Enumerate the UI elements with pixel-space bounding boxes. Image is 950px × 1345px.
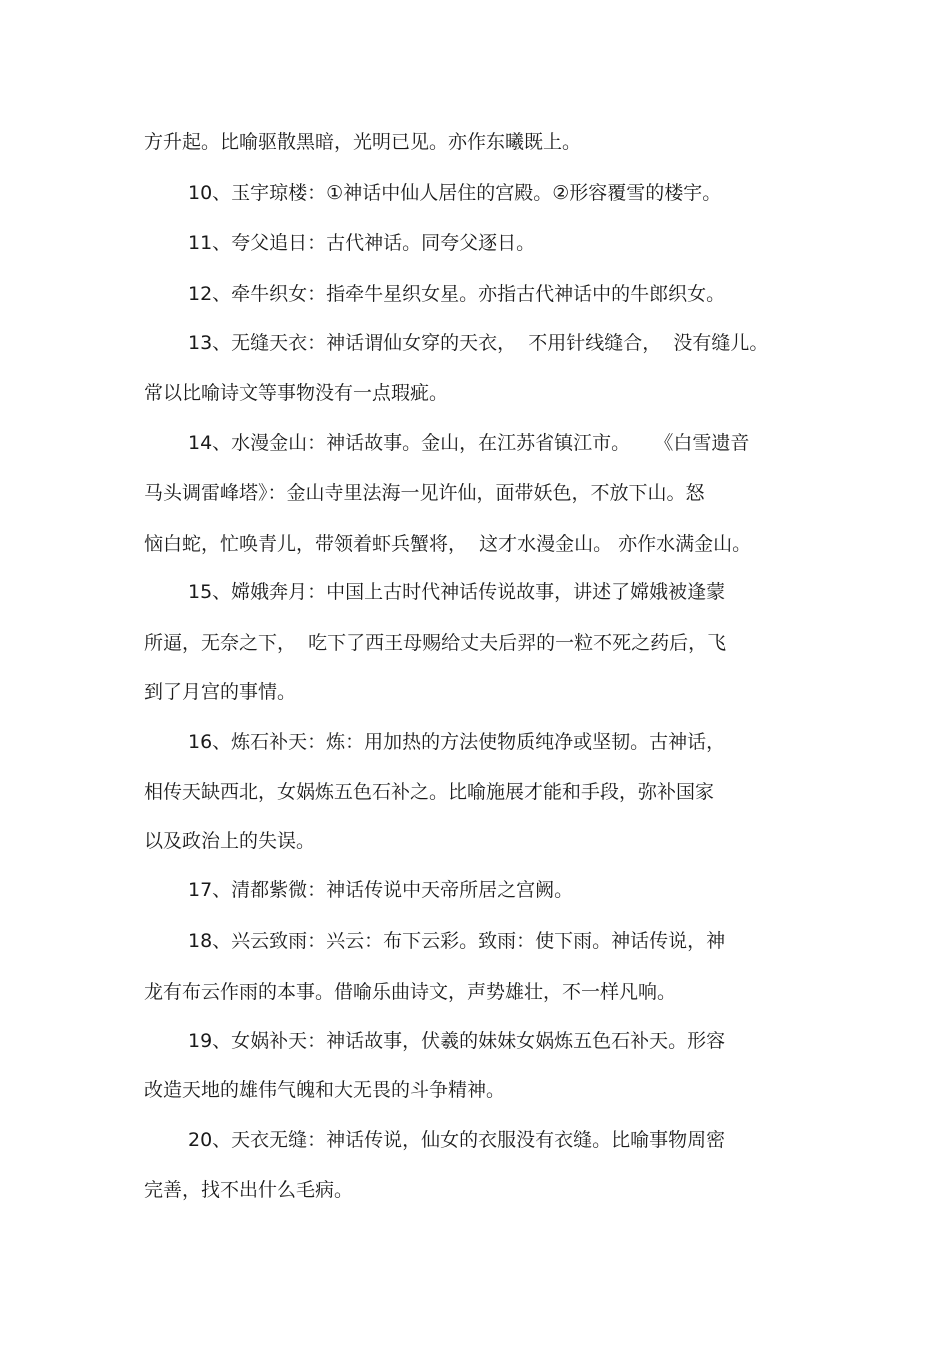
text-line: 相传天缺西北，女娲炼五色石补之。比喻施展才能和手段，弥补国家 [144, 781, 715, 803]
entry-18-title: 18、兴云致雨：兴云：布下云彩。致雨：使下雨。神话传说，神 [188, 930, 726, 952]
entry-19-title: 19、女娲补天：神话故事，伏羲的妹妹女娲炼五色石补天。形容 [188, 1030, 726, 1052]
text-line: 所逼，无奈之下， 吃下了西王母赐给丈夫后羿的一粒不死之药后，飞 [144, 632, 727, 654]
text-line: 以及政治上的失误。 [144, 830, 316, 852]
entry-12-title: 12、牵牛织女：指牵牛星织女星。亦指古代神话中的牛郎织女。 [188, 283, 726, 305]
text-line: 改造天地的雄伟气魄和大无畏的斗争精神。 [144, 1079, 506, 1101]
text-line: 常以比喻诗文等事物没有一点瑕疵。 [144, 382, 449, 404]
text-line: 马头调雷峰塔》：金山寺里法海一见许仙，面带妖色，不放下山。怒 [144, 482, 705, 504]
entry-10-title: 10、玉宇琼楼：①神话中仙人居住的宫殿。②形容覆雪的楼宇。 [188, 182, 722, 204]
entry-20-title: 20、天衣无缝：神话传说，仙女的衣服没有衣缝。比喻事物周密 [188, 1129, 726, 1151]
entry-13-title: 13、无缝天衣：神话谓仙女穿的天衣， 不用针线缝合， 没有缝儿。 [188, 332, 769, 354]
text-line: 恼白蛇，忙唤青儿，带领着虾兵蟹将， 这才水漫金山。 亦作水满金山。 [144, 533, 752, 555]
text-line: 完善，找不出什么毛病。 [144, 1179, 354, 1201]
entry-11-title: 11、夸父追日：古代神话。同夸父逐日。 [188, 232, 536, 254]
entry-17-title: 17、清都紫微：神话传说中天帝所居之宫阙。 [188, 879, 574, 901]
entry-14-title: 14、水漫金山：神话故事。金山，在江苏省镇江市。 《白雪遗音 [188, 432, 750, 454]
text-line: 到了月宫的事情。 [144, 681, 297, 703]
text-line: 方升起。比喻驱散黑暗，光明已见。亦作东曦既上。 [144, 131, 582, 153]
text-line: 龙有布云作雨的本事。借喻乐曲诗文，声势雄壮，不一样凡响。 [144, 981, 677, 1003]
entry-16-title: 16、炼石补天：炼：用加热的方法使物质纯净或坚韧。古神话， [188, 731, 726, 753]
entry-15-title: 15、嫦娥奔月：中国上古时代神话传说故事，讲述了嫦娥被逢蒙 [188, 581, 726, 603]
